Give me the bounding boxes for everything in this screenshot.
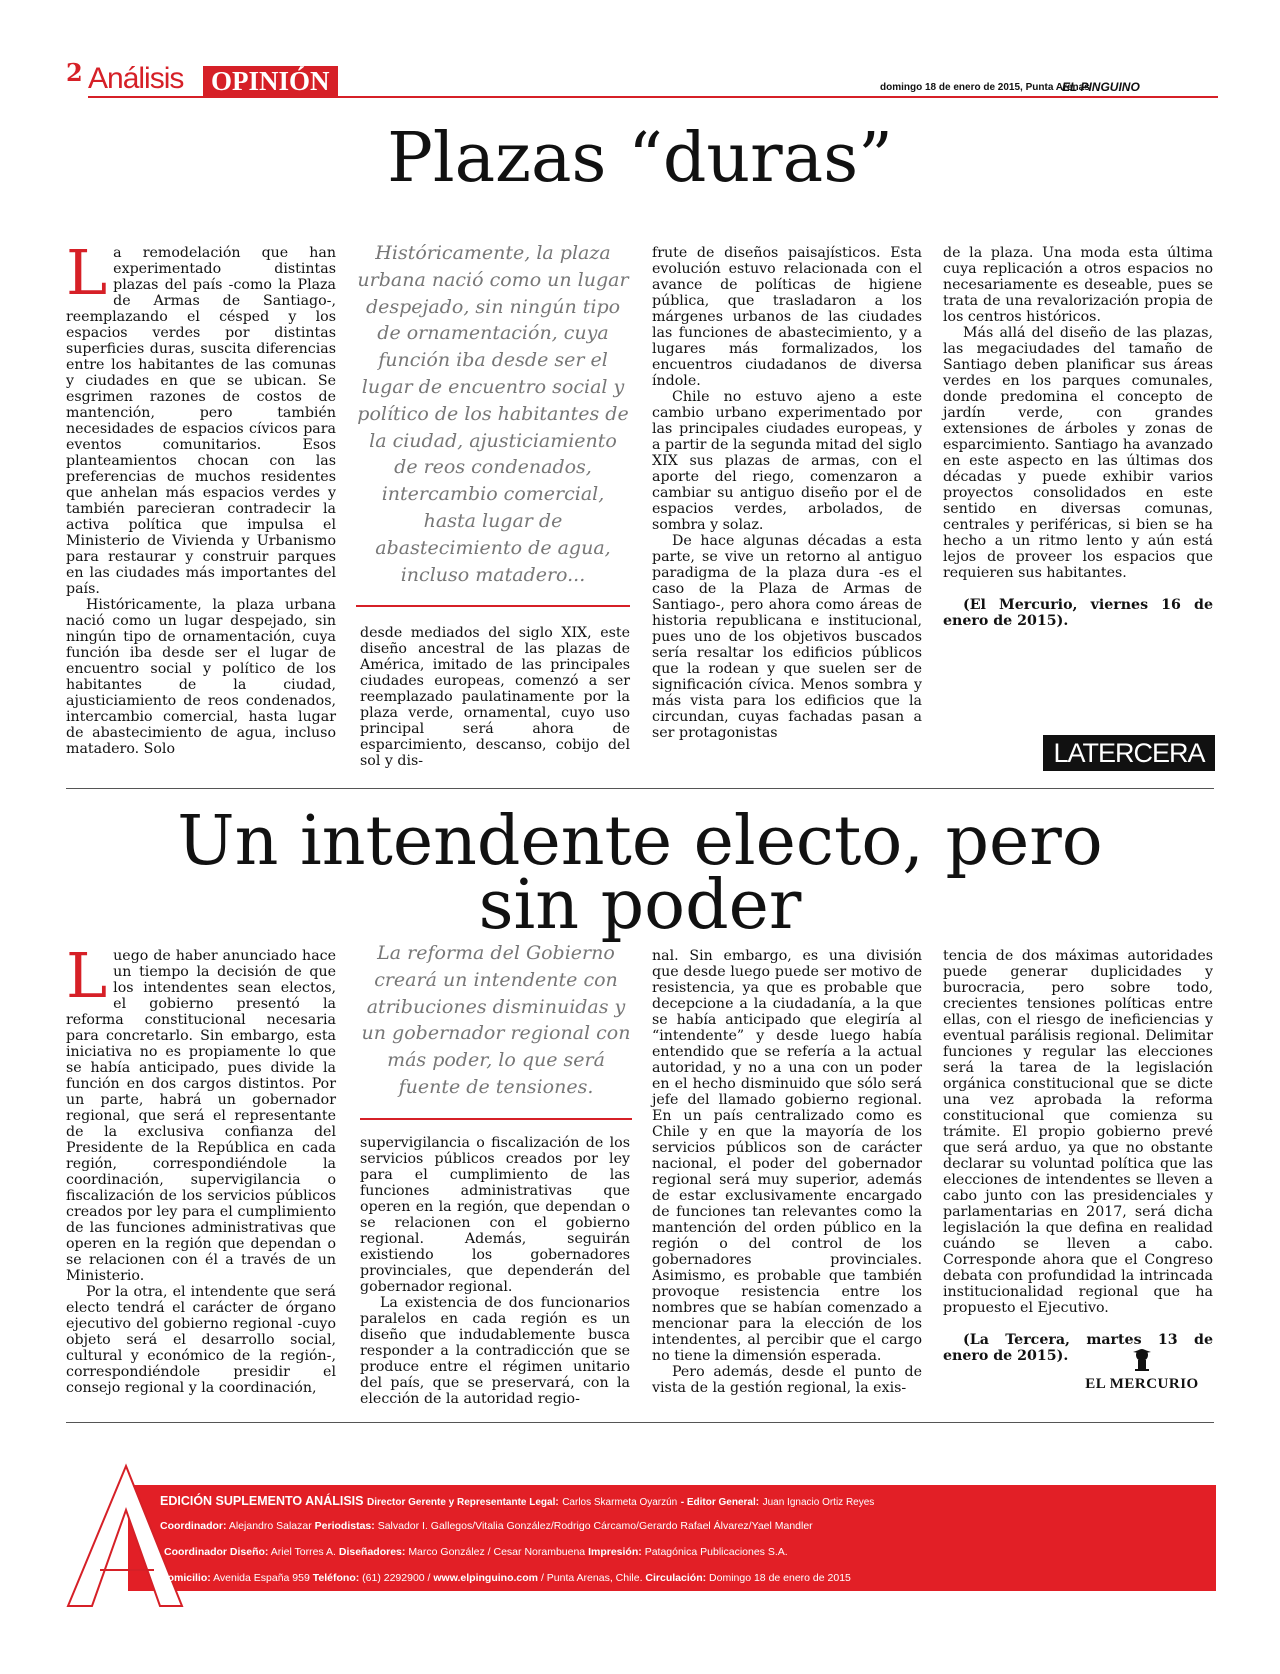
article1-paragraph: Chile no estuvo ajeno a este cambio urbano experimentado por las principales ciudades europeas, y a partir de la segunda mitad del siglo XIX sus plazas de armas, con el aporte del riego, comenzaron a cambiar su antiguo diseño por el de espacios verdes, arbolados, de sombra y solaz.	[652, 389, 922, 533]
header-divider	[88, 96, 1218, 98]
coordinator-label: Coordinador:	[160, 1520, 227, 1532]
director-name: Carlos Skarmeta Oyarzún	[562, 1497, 678, 1508]
journalists-names: Salvador I. Gallegos/Vitalia González/Rodrigo Cárcamo/Gerardo Rafael Álvarez/Yael Mandler	[377, 1520, 813, 1532]
pull-quote-divider	[360, 1118, 632, 1120]
circulation-value: Domingo 18 de enero de 2015	[709, 1572, 851, 1584]
article1-paragraph: Históricamente, la plaza urbana nació como un lugar despejado, sin ningún tipo de ornamentación, cuya función iba desde ser el lugar de encuentro social y político de los habitantes de la ciudad, ajusticiamiento de reos condenados, intercambio comercial, hasta lugar de abastecimiento de agua, incluso matadero. Solo	[66, 597, 336, 757]
article2-dropcap: L	[66, 939, 108, 1012]
designers-label: Diseñadores:	[338, 1546, 406, 1558]
article1-column-4	[943, 245, 1213, 629]
article2-paragraph: Por la otra, el intendente que será electo tendrá el carácter de órgano ejecutivo del gobierno regional -cuyo objeto será el desarrollo social, cultural y económico de la región-, correspondiéndole presidir el consejo regional y la coordinación,	[66, 1284, 336, 1396]
el-mercurio-logo	[1072, 1346, 1212, 1393]
article1-headline: Plazas “duras”	[387, 119, 893, 198]
article2-paragraph: nal. Sin embargo, es una división que desde luego puede ser motivo de resistencia, ya que es probable que decepcione a la ciudadanía, a la que se había anticipado que elegiría al “intendente” y desde luego había entendido que se refería a la actual autoridad, y no a una con un poder en el hecho disminuido que sólo será jefe del llamado gobierno regional. En un país centralizado como es Chile y en que la mayoría de los servicios públicos son de carácter nacional, el poder del gobernador regional será muy superior, además de estar exclusivamente encargado de funciones tan relevantes como la mantención del orden público en la región o del control de los gobernadores provinciales. Asimismo, es probable que también provoque resistencia entre los nombres que se habían comenzado a mencionar para la elección de los intendentes, al percibir que el cargo no tiene la dimensión esperada.	[652, 948, 922, 1364]
article1-paragraph: a remodelación que han experimentado distintas plazas del país -como la Plaza de Armas de Santiago-, reemplazando el césped y los espacios verdes por distintas superficies duras, suscita diferencias entre los habitantes de las comunas y ciudades en que se ubican. Se esgrimen razones de costos de mantención, pero también necesidades de espacios cívicos para eventos comunitarios. Esos planteamientos chocan con las preferencias de muchos residentes que anhelan más espacios verdes y también parecieran contradecir la activa política que impulsa el Ministerio de Vivienda y Urbanismo para restaurar y construir parques en las ciudades más importantes del país.	[66, 245, 336, 597]
edition-label: EDICIÓN SUPLEMENTO ANÁLISIS	[160, 1494, 364, 1508]
la-tercera-logo: LATERCERA	[1043, 735, 1215, 771]
editor-name: Juan Ignacio Ortiz Reyes	[762, 1497, 875, 1508]
article2-column-1	[66, 939, 336, 1396]
phone-value: (61) 2292900 /	[362, 1572, 431, 1584]
article2-paragraph: supervigilancia o fiscalización de los servicios públicos creados por ley para el cumplimiento de las funciones administrativas que operen en la región, que dependan o se relacionen con el gobierno regional. Además, seguirán existiendo los gobernadores provinciales, que dependerán del gobernador regional.	[360, 1135, 630, 1295]
print-name: Patagónica Publicaciones S.A.	[644, 1546, 788, 1558]
article1-column-1	[66, 236, 336, 757]
issue-date: domingo 18 de enero de 2015, Punta Arenas	[880, 82, 1090, 93]
article2-column-4	[943, 948, 1213, 1364]
article-divider	[66, 788, 1214, 789]
section-name-analisis: Análisis	[88, 62, 184, 95]
print-label: Impresión:	[588, 1546, 642, 1558]
article2-source: (La Tercera, martes 13 de enero de 2015).	[943, 1332, 1213, 1364]
footer-divider	[66, 1422, 1214, 1423]
article2-paragraph: tencia de dos máximas autoridades puede generar duplicidades y burocracia, pero sobre todo, crecientes tensiones políticas entre ellas, con el riesgo de ineficiencias y eventual parálisis regional. Delimitar funciones y regular las elecciones será la tarea de la legislación orgánica constitucional que se dicte una vez aprobada la reforma constitucional que comienza su trámite. El propio gobierno prevé que será arduo, ya que no obstante declarar su voluntad política que las elecciones de intendentes se lleven a cabo junto con las presidenciales y parlamentarias en 2017, será dicha legislación la que defina en realidad cuándo se lleven a cabo. Corresponde ahora que el Congreso debata con profundidad la intrincada institucionalidad regional que ha propuesto el Ejecutivo.	[943, 948, 1213, 1316]
article1-paragraph: De hace algunas décadas a esta parte, se vive un retorno al antiguo paradigma de la plaza dura -es el caso de la Plaza de Armas de Santiago-, pero ahora como áreas de historia republicana e institucional, pues uno de los objetivos buscados sería resaltar los edificios públicos que la rodean y que suelen ser de significación cívica. Menos sombra y más vista para los edificios que la circundan, cuyas fachadas pasan a ser protagonistas	[652, 533, 922, 741]
design-coordinator-label: Coordinador Diseño:	[164, 1546, 269, 1558]
article1-column-2	[360, 625, 630, 769]
address-label: Domicilio:	[160, 1572, 211, 1584]
credits-line-1	[160, 1494, 874, 1508]
article1-source: (El Mercurio, viernes 16 de enero de 2015).	[943, 597, 1213, 629]
mercury-emblem-icon	[1129, 1346, 1155, 1372]
website-link[interactable]: www.elpinguino.com	[433, 1572, 539, 1584]
phone-label: Teléfono:	[312, 1572, 360, 1584]
address-value: Avenida España 959	[213, 1572, 310, 1584]
page-number: 2	[66, 58, 83, 87]
newspaper-name: EL PINGUINO	[1062, 80, 1140, 94]
designers-names: Marco González / Cesar Norambuena	[408, 1546, 586, 1558]
section-name-opinion: OPINIÓN	[203, 66, 338, 96]
circulation-label: Circulación:	[645, 1572, 707, 1584]
coordinator-name: Alejandro Salazar	[228, 1520, 312, 1532]
credits-line-2	[160, 1520, 813, 1532]
journalists-label: Periodistas:	[314, 1520, 375, 1532]
article2-pull-quote: La reforma del Gobierno creará un intendente con atribuciones disminuidas y un gobernador regional con más poder, lo que será fuente de tensiones.	[361, 942, 631, 1098]
el-mercurio-logo-text: EL MERCURIO	[1085, 1376, 1199, 1392]
editor-label: - Editor General:	[680, 1497, 760, 1508]
credits-line-3	[164, 1546, 788, 1558]
article2-headline: Un intendente electo, pero sin poder	[177, 802, 1103, 945]
credits-line-4	[160, 1572, 851, 1584]
article1-column-3	[652, 245, 922, 741]
article1-paragraph: frute de diseños paisajísticos. Esta evolución estuvo relacionada con el avance de políticas de higiene pública, que trasladaron a los márgenes urbanos de las ciudades las funciones de abastecimiento, y a lugares más formalizados, los encuentros ciudadanos de diversa índole.	[652, 245, 922, 389]
article1-dropcap: L	[66, 236, 108, 309]
article2-column-3	[652, 948, 922, 1396]
article1-pull-quote: Históricamente, la plaza urbana nació como un lugar despejado, sin ningún tipo de ornamentación, cuya función iba desde ser el lugar de encuentro social y político de los habitantes de la ciudad, ajusticiamiento de reos condenados, intercambio comercial, hasta lugar de abastecimiento de agua, incluso matadero...	[357, 242, 629, 586]
article1-paragraph: de la plaza. Una moda esta última cuya replicación a otros espacios no necesariamente es deseable, pues se trata de una revalorización propia de los centros históricos.	[943, 245, 1213, 325]
city-value: / Punta Arenas, Chile.	[540, 1572, 643, 1584]
director-label: Director Gerente y Representante Legal:	[366, 1497, 559, 1508]
pull-quote-divider	[356, 605, 630, 607]
article2-column-2	[360, 1135, 630, 1407]
article2-paragraph: uego de haber anunciado hace un tiempo la decisión de que los intendentes sean electos, el gobierno presentó la reforma constitucional necesaria para concretarlo. Sin embargo, esta iniciativa no es propiamente lo que se había anticipado, pues divide la función en dos cargos distintos. Por un parte, habrá un gobernador regional, que será el representante de la exclusiva confianza del Presidente de la República en cada región, correspondiéndole la coordinación, supervigilancia o fiscalización de los servicios públicos creados por ley para el cumplimiento de las funciones administrativas que operen en la región que dependan o se relacionen con él a través de un Ministerio.	[66, 948, 336, 1284]
article2-paragraph: Pero además, desde el punto de vista de la gestión regional, la exis-	[652, 1364, 922, 1396]
article2-paragraph: La existencia de dos funcionarios paralelos en cada región es un diseño que indudablemente busca responder a la contradicción que se produce entre el régimen unitario del país, que se preservará, con la elección de la autoridad regio-	[360, 1295, 630, 1407]
article1-paragraph: desde mediados del siglo XIX, este diseño ancestral de las plazas de América, imitado de las principales ciudades europeas, comenzó a ser reemplazado paulatinamente por la plaza verde, ornamental, cuyo uso principal será ahora de esparcimiento, descanso, cobijo del sol y dis-	[360, 625, 630, 769]
article1-paragraph: Más allá del diseño de las plazas, las megaciudades del tamaño de Santiago deben planificar sus áreas verdes en los parques comunales, donde predomina el concepto de jardín verde, con grandes extensiones de árboles y zonas de esparcimiento. Santiago ha avanzado en este aspecto en las últimas dos décadas y puede exhibir varios proyectos consolidados en este sentido en diversas comunas, centrales y periféricas, si bien se ha hecho a un ritmo lento y aún está lejos de proveer los espacios que requieren sus habitantes.	[943, 325, 1213, 581]
analisis-a-emblem-icon	[64, 1460, 184, 1610]
design-coordinator-name: Ariel Torres A.	[270, 1546, 336, 1558]
